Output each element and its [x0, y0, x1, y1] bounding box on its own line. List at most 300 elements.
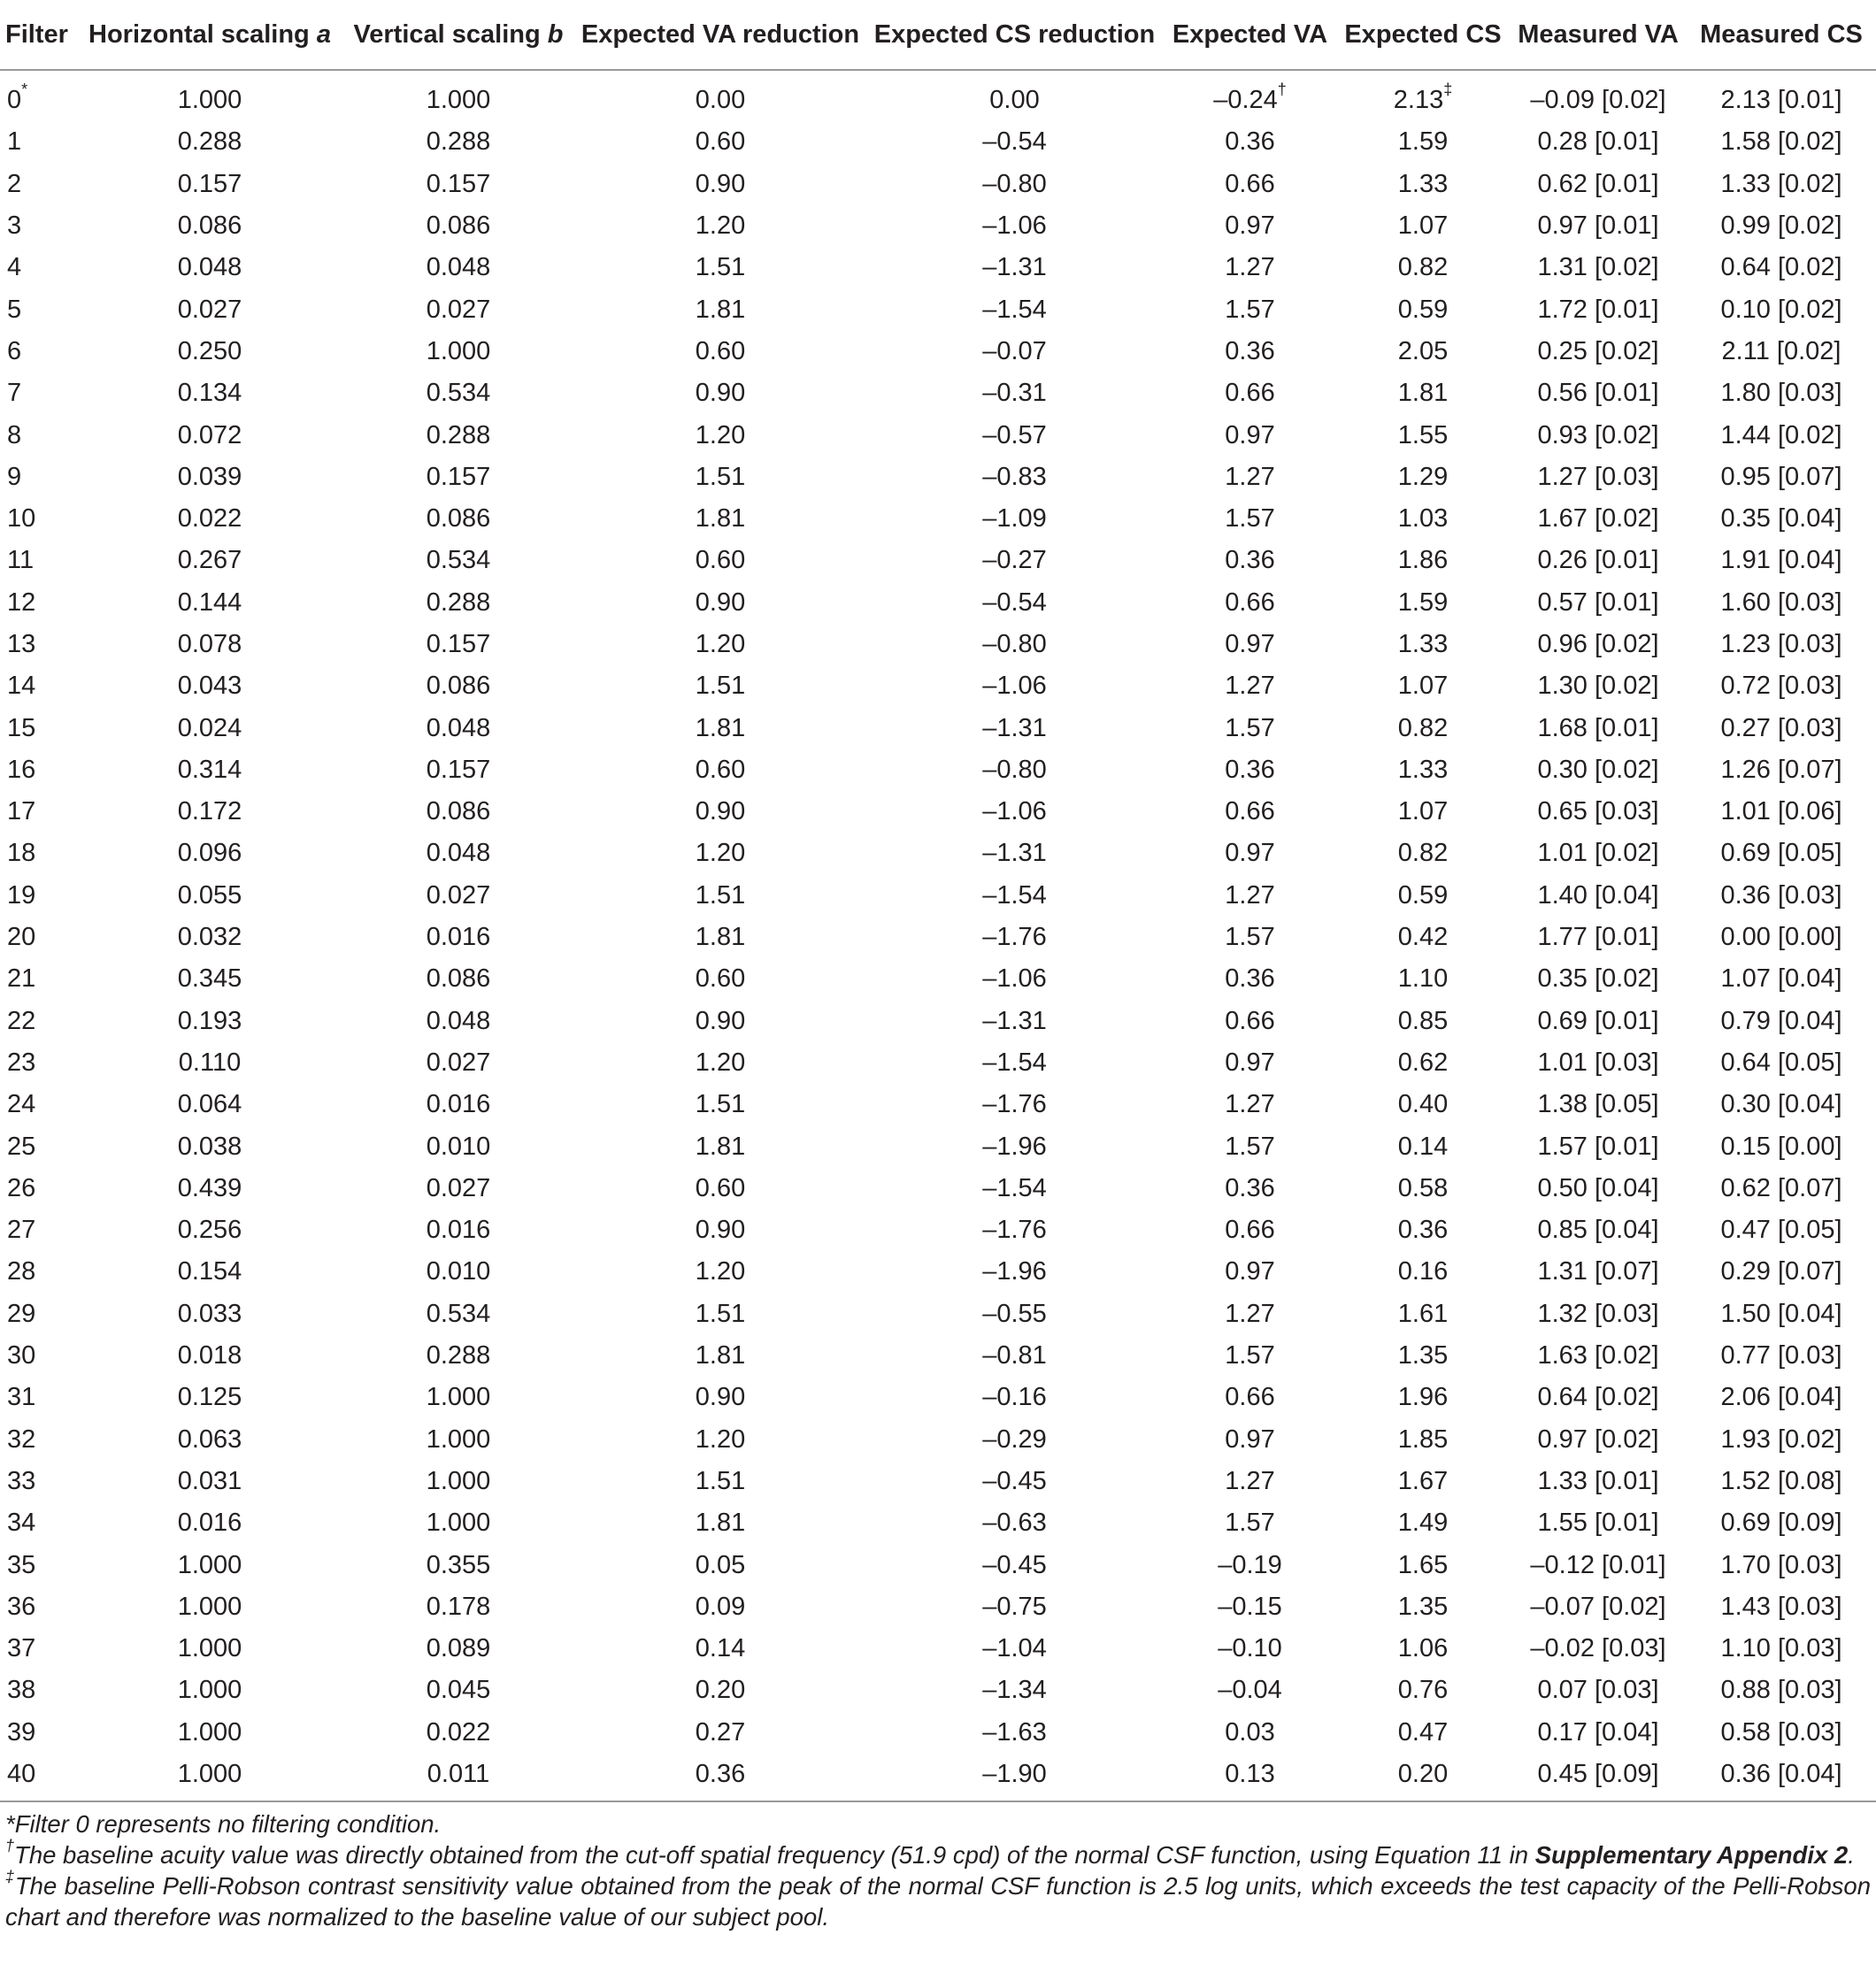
cell-va-reduction: 0.90 [695, 379, 746, 408]
footnote-2-text: The baseline acuity value was directly obtained from the cut-off spatial frequency (51.9 cpd) of the normal CSF function, using Equation 11 in [14, 1841, 1535, 1869]
cell-expected-cs: 0.59 [1397, 295, 1449, 324]
table-row [0, 1125, 1876, 1167]
table-row [0, 917, 1876, 958]
cell-filter: 3 [7, 211, 22, 241]
cell-expected-va: 0.97 [1225, 839, 1275, 868]
cell-cs-reduction: –1.76 [982, 1216, 1047, 1245]
cell-expected-va: 0.66 [1225, 379, 1275, 408]
cell-measured-va: 1.68 [0.01] [1537, 713, 1659, 742]
cell-measured-cs: 0.72 [0.03] [1720, 672, 1842, 701]
cell-filter: 14 [7, 672, 36, 701]
cell-horizontal: 0.314 [177, 755, 242, 784]
table-row [0, 958, 1876, 1000]
cell-measured-cs: 0.30 [0.04] [1720, 1090, 1842, 1119]
cell-vertical: 0.027 [426, 880, 491, 910]
table-row [0, 707, 1876, 749]
cell-measured-va: 1.31 [0.07] [1537, 1257, 1659, 1286]
cell-measured-cs: 1.33 [0.02] [1720, 169, 1842, 198]
cell-measured-va: 1.27 [0.03] [1537, 462, 1659, 491]
cell-expected-cs: 0.82 [1397, 839, 1449, 868]
cell-measured-cs: 0.64 [0.05] [1720, 1048, 1842, 1077]
cell-cs-reduction: –0.63 [982, 1509, 1047, 1538]
cell-expected-va: 0.97 [1225, 630, 1275, 658]
cell-vertical: 1.000 [426, 1509, 491, 1538]
footnote-1 [5, 1808, 1871, 1839]
cell-cs-reduction: –1.90 [865, 1754, 1164, 1801]
header-expected-va-reduction: Expected VA reduction [575, 0, 865, 70]
cell-cs-reduction: –1.76 [982, 923, 1047, 952]
cell-horizontal: 0.064 [177, 1090, 242, 1119]
cell-expected-va: 0.66 [1225, 169, 1275, 198]
cell-measured-va: 0.96 [0.02] [1537, 630, 1659, 658]
cell-horizontal: 0.250 [177, 336, 242, 365]
cell-measured-cs: 2.13 [0.01] [1720, 86, 1842, 115]
cell-cs-reduction: –1.06 [982, 672, 1047, 701]
table-row [0, 331, 1876, 372]
cell-expected-va: 0.97 [1225, 1424, 1275, 1454]
cell-filter: 31 [7, 1383, 36, 1412]
cell-expected-va: –0.19 [1218, 1550, 1282, 1579]
cell-expected-va: 0.66 [1225, 587, 1275, 617]
cell-cs-reduction: –1.76 [982, 1090, 1047, 1119]
cell-horizontal: 1.000 [177, 1717, 242, 1747]
cell-va-reduction: 1.51 [695, 1299, 746, 1328]
cell-vertical: 0.048 [426, 1006, 491, 1035]
table-row [0, 1377, 1876, 1418]
cell-measured-cs: 1.10 [0.03] [1720, 1634, 1842, 1663]
cell-va-reduction: 1.20 [695, 1257, 746, 1286]
cell-measured-va: 0.45 [0.09] [1510, 1754, 1687, 1801]
cell-expected-cs: 1.86 [1397, 546, 1449, 575]
cell-measured-cs: 0.29 [0.07] [1720, 1257, 1842, 1286]
cell-filter: 1 [7, 127, 22, 157]
cell-measured-va: 0.25 [0.02] [1537, 336, 1659, 365]
cell-cs-reduction: –1.31 [982, 713, 1047, 742]
cell-vertical: 0.157 [426, 630, 491, 658]
cell-filter: 30 [7, 1341, 36, 1371]
cell-expected-cs: 1.61 [1397, 1299, 1449, 1328]
cell-expected-va: 1.57 [1225, 1341, 1275, 1371]
cell-va-reduction: 1.81 [695, 713, 746, 742]
cell-measured-va: 0.97 [0.01] [1537, 211, 1659, 241]
cell-vertical: 1.000 [426, 86, 491, 115]
cell-expected-va: 1.27 [1225, 1466, 1275, 1495]
cell-measured-cs: 0.35 [0.04] [1720, 504, 1842, 534]
cell-vertical: 0.534 [426, 1299, 491, 1328]
cell-cs-reduction: –0.54 [982, 587, 1047, 617]
cell-measured-va: 0.35 [0.02] [1537, 964, 1659, 994]
cell-expected-cs: 1.59 [1397, 127, 1449, 157]
cell-measured-cs: 0.27 [0.03] [1720, 713, 1842, 742]
cell-va-reduction: 0.90 [695, 169, 746, 198]
cell-expected-va: 1.57 [1225, 923, 1275, 952]
cell-cs-reduction: –1.06 [982, 797, 1047, 826]
cell-measured-cs: 0.95 [0.07] [1720, 462, 1842, 491]
cell-horizontal: 0.033 [177, 1299, 242, 1328]
cell-filter: 37 [7, 1634, 36, 1663]
cell-horizontal: 0.027 [177, 295, 242, 324]
cell-horizontal: 0.144 [177, 587, 242, 617]
cell-expected-cs: 1.67 [1397, 1466, 1449, 1495]
cell-cs-reduction: –1.54 [982, 880, 1047, 910]
header-expected-cs: Expected CS [1336, 0, 1510, 70]
cell-va-reduction: 1.81 [695, 1132, 746, 1161]
table-row [0, 1628, 1876, 1670]
cell-vertical: 0.045 [426, 1676, 491, 1705]
cell-vertical: 1.000 [426, 1383, 491, 1412]
header-row [0, 0, 1876, 70]
table-row [0, 1586, 1876, 1628]
cell-measured-cs: 0.88 [0.03] [1720, 1676, 1842, 1705]
cell-filter: 18 [7, 839, 36, 868]
cell-filter: 21 [7, 964, 36, 994]
cell-filter: 16 [7, 755, 36, 784]
cell-expected-cs: 1.59 [1397, 587, 1449, 617]
cell-expected-va: 1.57 [1225, 1509, 1275, 1538]
table-row [0, 1294, 1876, 1335]
cell-filter: 24 [7, 1090, 36, 1119]
cell-filter: 28 [7, 1257, 36, 1286]
cell-expected-cs: 1.81 [1397, 379, 1449, 408]
cell-expected-va: 0.66 [1225, 1006, 1275, 1035]
cell-expected-cs: 0.76 [1397, 1676, 1449, 1705]
cell-expected-cs: 1.65 [1397, 1550, 1449, 1579]
table-row [0, 1084, 1876, 1125]
cell-measured-va: 0.26 [0.01] [1537, 546, 1659, 575]
cell-horizontal: 0.022 [177, 504, 242, 534]
cell-vertical: 0.010 [426, 1257, 491, 1286]
cell-filter: 33 [7, 1466, 36, 1495]
cell-va-reduction: 0.90 [695, 1216, 746, 1245]
cell-vertical: 0.016 [426, 1090, 491, 1119]
table-row [0, 665, 1876, 707]
cell-vertical: 0.355 [426, 1550, 491, 1579]
table-row [0, 414, 1876, 456]
cell-expected-cs: 1.49 [1397, 1509, 1449, 1538]
cell-cs-reduction: –0.57 [982, 420, 1047, 449]
cell-vertical: 0.086 [426, 797, 491, 826]
cell-vertical: 0.027 [426, 1048, 491, 1077]
cell-horizontal: 1.000 [177, 1676, 242, 1705]
cell-vertical: 0.048 [426, 253, 491, 282]
cell-va-reduction: 1.81 [695, 1509, 746, 1538]
cell-vertical: 0.534 [426, 546, 491, 575]
cell-cs-reduction: –0.27 [982, 546, 1047, 575]
cell-filter: 35 [7, 1550, 36, 1579]
cell-filter: 20 [7, 923, 36, 952]
cell-expected-cs: 0.62 [1397, 1048, 1449, 1077]
cell-measured-va: 0.56 [0.01] [1537, 379, 1659, 408]
cell-measured-va: 0.17 [0.04] [1537, 1717, 1659, 1747]
cell-vertical: 0.048 [426, 839, 491, 868]
cell-filter: 38 [7, 1676, 36, 1705]
cell-expected-cs-value: 2.13 [1393, 86, 1444, 115]
header-expected-cs-reduction: Expected CS reduction [865, 0, 1164, 70]
cell-measured-cs: 0.69 [0.05] [1720, 839, 1842, 868]
footnote-mark-star: * [21, 81, 28, 99]
cell-horizontal: 0.024 [177, 713, 242, 742]
cell-horizontal: 0.048 [177, 253, 242, 282]
cell-measured-va: 1.67 [0.02] [1537, 504, 1659, 534]
cell-cs-reduction: –0.83 [982, 462, 1047, 491]
cell-cs-reduction: –0.55 [982, 1299, 1047, 1328]
table-row [0, 1712, 1876, 1754]
cell-horizontal: 0.193 [177, 1006, 242, 1035]
cell-expected-cs: 0.82 [1397, 253, 1449, 282]
cell-measured-cs: 1.23 [0.03] [1720, 630, 1842, 658]
cell-vertical: 0.534 [426, 379, 491, 408]
cell-horizontal: 0.078 [177, 630, 242, 658]
cell-filter: 5 [7, 295, 22, 324]
cell-expected-cs: 1.35 [1397, 1592, 1449, 1621]
cell-expected-cs: 0.42 [1397, 923, 1449, 952]
cell-measured-va: 1.33 [0.01] [1537, 1466, 1659, 1495]
cell-measured-va: 1.72 [0.01] [1537, 295, 1659, 324]
cell-horizontal: 0.043 [177, 672, 242, 701]
cell-cs-reduction: –1.06 [982, 964, 1047, 994]
cell-horizontal: 0.031 [177, 1466, 242, 1495]
cell-horizontal: 0.154 [177, 1257, 242, 1286]
cell-cs-reduction: –0.75 [982, 1592, 1047, 1621]
cell-filter: 23 [7, 1048, 36, 1077]
cell-measured-cs: 1.93 [0.02] [1720, 1424, 1842, 1454]
cell-measured-va: 1.30 [0.02] [1537, 672, 1659, 701]
cell-measured-va: 1.77 [0.01] [1537, 923, 1659, 952]
cell-measured-va: –0.12 [0.01] [1530, 1550, 1666, 1579]
cell-expected-cs: 0.82 [1397, 713, 1449, 742]
cell-filter: 26 [7, 1173, 36, 1202]
table-row [0, 582, 1876, 624]
table-row [0, 70, 1876, 121]
table-row [0, 1754, 1876, 1801]
cell-expected-va: 1.57 [1225, 504, 1275, 534]
cell-filter: 10 [7, 504, 36, 534]
footnote-3 [5, 1867, 1871, 1932]
table-row [0, 205, 1876, 247]
cell-expected-va: 0.13 [1164, 1754, 1336, 1801]
cell-va-reduction: 1.20 [695, 211, 746, 241]
cell-filter: 25 [7, 1132, 36, 1161]
cell-expected-va: 0.36 [1225, 127, 1275, 157]
cell-expected-va: 1.27 [1225, 253, 1275, 282]
cell-horizontal: 0.086 [177, 211, 242, 241]
cell-expected-cs: 0.59 [1397, 880, 1449, 910]
cell-horizontal: 0.439 [177, 1173, 242, 1202]
cell-measured-cs: 1.07 [0.04] [1720, 964, 1842, 994]
cell-va-reduction: 1.81 [695, 923, 746, 952]
cell-measured-va: –0.02 [0.03] [1530, 1634, 1666, 1663]
cell-horizontal: 0.018 [177, 1341, 242, 1371]
cell-horizontal: 0.157 [177, 169, 242, 198]
cell-expected-cs: 1.33 [1397, 630, 1449, 658]
table-row [0, 498, 1876, 540]
table-row [0, 1335, 1876, 1377]
cell-va-reduction: 0.05 [695, 1550, 746, 1579]
cell-filter: 29 [7, 1299, 36, 1328]
cell-expected-cs: 1.33 [1397, 169, 1449, 198]
cell-horizontal: 0.072 [177, 420, 242, 449]
cell-cs-reduction: –1.54 [982, 1048, 1047, 1077]
cell-measured-va: –0.09 [0.02] [1530, 86, 1666, 115]
cell-vertical: 0.089 [426, 1634, 491, 1663]
cell-filter-value: 0 [7, 86, 22, 115]
cell-measured-va: 0.30 [0.02] [1537, 755, 1659, 784]
cell-horizontal: 0.063 [177, 1424, 242, 1454]
cell-measured-cs: 0.69 [0.09] [1720, 1509, 1842, 1538]
cell-vertical: 0.086 [426, 672, 491, 701]
cell-va-reduction: 1.51 [695, 672, 746, 701]
cell-expected-va-value: –0.24 [1213, 86, 1278, 115]
cell-measured-cs: 1.52 [0.08] [1720, 1466, 1842, 1495]
cell-va-reduction: 0.27 [695, 1717, 746, 1747]
cell-va-reduction: 1.51 [695, 253, 746, 282]
cell-horizontal: 1.000 [177, 86, 242, 115]
cell-cs-reduction: –1.96 [982, 1257, 1047, 1286]
cell-expected-cs: 1.07 [1397, 211, 1449, 241]
cell-measured-cs: 0.36 [0.03] [1720, 880, 1842, 910]
cell-vertical: 0.157 [426, 169, 491, 198]
cell-cs-reduction: –1.54 [982, 1173, 1047, 1202]
cell-expected-va: 0.36 [1225, 755, 1275, 784]
cell-expected-cs: 0.85 [1397, 1006, 1449, 1035]
cell-measured-va: 0.64 [0.02] [1537, 1383, 1659, 1412]
table-row [0, 1670, 1876, 1711]
cell-cs-reduction: –1.09 [982, 504, 1047, 534]
cell-vertical: 0.157 [426, 755, 491, 784]
table-row [0, 833, 1876, 874]
cell-filter: 11 [7, 546, 35, 575]
header-filter: Filter [0, 0, 78, 70]
cell-expected-cs: 2.05 [1397, 336, 1449, 365]
table-row [0, 540, 1876, 581]
cell-measured-cs: 0.79 [0.04] [1720, 1006, 1842, 1035]
table-body [0, 70, 1876, 1801]
cell-horizontal: 1.000 [177, 1634, 242, 1663]
cell-vertical: 0.086 [426, 504, 491, 534]
cell-expected-cs: 1.85 [1397, 1424, 1449, 1454]
table-row [0, 164, 1876, 205]
table-row [0, 457, 1876, 498]
cell-measured-cs: 1.50 [0.04] [1720, 1299, 1842, 1328]
cell-cs-reduction: –0.80 [982, 630, 1047, 658]
cell-expected-cs: 1.55 [1397, 420, 1449, 449]
cell-vertical: 0.086 [426, 964, 491, 994]
cell-vertical: 0.288 [426, 127, 491, 157]
cell-measured-va: 1.57 [0.01] [1537, 1132, 1659, 1161]
cell-cs-reduction: –0.45 [982, 1550, 1047, 1579]
cell-expected-va: 1.27 [1225, 1090, 1275, 1119]
cell-cs-reduction: –1.63 [982, 1717, 1047, 1747]
cell-expected-va: 0.03 [1225, 1717, 1275, 1747]
cell-measured-va: 0.62 [0.01] [1537, 169, 1659, 198]
footnote-2-reference: Supplementary Appendix 2 [1534, 1841, 1849, 1869]
cell-filter: 7 [7, 379, 22, 408]
table-row [0, 791, 1876, 833]
header-expected-va: Expected VA [1164, 0, 1336, 70]
cell-vertical: 0.016 [426, 1216, 491, 1245]
cell-expected-va: 0.36 [1225, 1173, 1275, 1202]
cell-cs-reduction: –1.96 [982, 1132, 1047, 1161]
cell-filter: 2 [7, 169, 22, 198]
cell-measured-cs: 1.70 [0.03] [1720, 1550, 1842, 1579]
cell-cs-reduction: –0.80 [982, 755, 1047, 784]
cell-va-reduction: 0.60 [695, 336, 746, 365]
cell-horizontal: 1.000 [177, 1592, 242, 1621]
cell-filter: 4 [7, 253, 22, 282]
table-row [0, 1251, 1876, 1293]
cell-horizontal: 0.038 [177, 1132, 242, 1161]
cell-vertical: 0.016 [426, 923, 491, 952]
cell-measured-cs: 0.00 [0.00] [1720, 923, 1842, 952]
cell-va-reduction: 0.09 [695, 1592, 746, 1621]
cell-cs-reduction: –1.31 [982, 253, 1047, 282]
cell-expected-cs: 0.58 [1397, 1173, 1449, 1202]
table-row [0, 1042, 1876, 1084]
cell-vertical: 0.157 [426, 462, 491, 491]
cell-va-reduction: 0.00 [695, 86, 746, 115]
cell-measured-cs: 1.58 [0.02] [1720, 127, 1842, 157]
cell-expected-cs: 0.20 [1336, 1754, 1510, 1801]
cell-measured-va: 0.97 [0.02] [1537, 1424, 1659, 1454]
cell-expected-cs: 0.47 [1397, 1717, 1449, 1747]
cell-vertical: 0.086 [426, 211, 491, 241]
cell-filter: 13 [7, 630, 36, 658]
header-vertical-scaling [342, 0, 575, 70]
header-vertical-label: Vertical scaling [353, 19, 548, 49]
cell-cs-reduction: –0.80 [982, 169, 1047, 198]
table-row [0, 1001, 1876, 1042]
cell-measured-cs: 1.44 [0.02] [1720, 420, 1842, 449]
cell-vertical: 0.048 [426, 713, 491, 742]
cell-expected-va: 0.36 [1225, 336, 1275, 365]
cell-va-reduction: 1.81 [695, 1341, 746, 1371]
cell-va-reduction: 1.20 [695, 839, 746, 868]
cell-cs-reduction: –1.06 [982, 211, 1047, 241]
footnote-2 [5, 1836, 1871, 1870]
table-row [0, 749, 1876, 791]
footnote-3-text: The baseline Pelli-Robson contrast sensitivity value obtained from the peak of the normal CSF function is 2.5 log units, which exceeds the test capacity of the Pelli-Robson chart and therefore was normalized to the baseline value of our subject pool. [5, 1872, 1871, 1931]
cell-cs-reduction: –1.31 [982, 839, 1047, 868]
cell-va-reduction: 0.90 [695, 1383, 746, 1412]
cell-expected-cs: 1.07 [1397, 672, 1449, 701]
cell-measured-cs: 0.64 [0.02] [1720, 253, 1842, 282]
header-measured-cs: Measured CS [1687, 0, 1876, 70]
cell-measured-cs: 0.10 [0.02] [1720, 295, 1842, 324]
cell-expected-va [1164, 70, 1336, 121]
cell-va-reduction: 0.36 [575, 1754, 865, 1801]
cell-va-reduction: 1.20 [695, 420, 746, 449]
cell-filter: 40 [0, 1754, 78, 1801]
cell-measured-cs: 1.91 [0.04] [1720, 546, 1842, 575]
cell-measured-va: 1.55 [0.01] [1537, 1509, 1659, 1538]
cell-vertical: 0.288 [426, 420, 491, 449]
table-row [0, 1168, 1876, 1209]
cell-va-reduction: 1.51 [695, 462, 746, 491]
cell-expected-cs: 0.40 [1397, 1090, 1449, 1119]
cell-horizontal: 0.096 [177, 839, 242, 868]
cell-horizontal: 0.125 [177, 1383, 242, 1412]
cell-expected-va: 0.97 [1225, 1257, 1275, 1286]
cell-measured-va: –0.07 [0.02] [1530, 1592, 1666, 1621]
cell-measured-cs: 1.01 [0.06] [1720, 797, 1842, 826]
cell-horizontal: 0.016 [177, 1509, 242, 1538]
table-row [0, 624, 1876, 665]
cell-horizontal: 0.134 [177, 379, 242, 408]
table-row [0, 1209, 1876, 1251]
cell-expected-va: 1.57 [1225, 295, 1275, 324]
cell-horizontal: 0.267 [177, 546, 242, 575]
footnote-mark-dagger: † [1277, 81, 1287, 99]
